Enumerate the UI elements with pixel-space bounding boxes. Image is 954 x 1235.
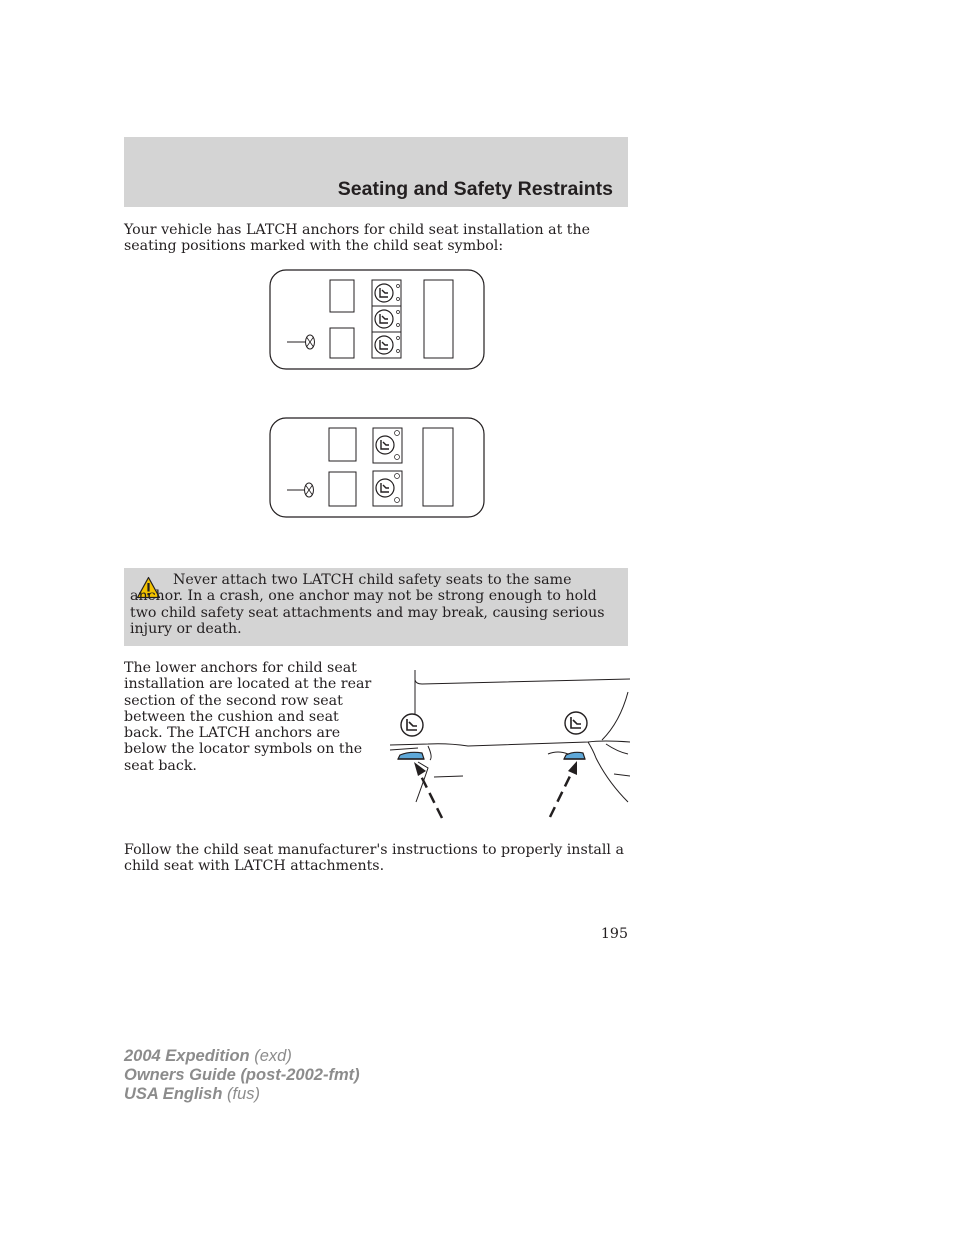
document-footer	[124, 1047, 360, 1104]
warning-box	[124, 568, 628, 646]
footer-model-code: (exd)	[254, 1047, 292, 1065]
warning-text: Never attach two LATCH child safety seats to the same anchor. In a crash, one anchor may not be strong enough to hold two child safety seat attachments and may break, causing serious injury or death.	[130, 572, 605, 637]
footer-guide: Owners Guide (post-2002-fmt)	[124, 1066, 360, 1084]
child-seat-locator-icon	[565, 712, 587, 734]
arrow-right	[550, 761, 577, 817]
child-seat-icon	[376, 431, 400, 460]
lower-anchors-paragraph: The lower anchors for child seat installation are located at the rear section of the second row seat between the cushion and seat back. The LATCH anchors are below the locator symbols on the seat back.	[124, 660, 372, 774]
child-seat-icon	[376, 474, 400, 503]
latch-anchor-left	[398, 752, 424, 759]
section-header	[124, 137, 628, 207]
child-seat-icon	[375, 336, 400, 354]
page-number: 195	[600, 926, 628, 942]
footer-language-code: (fus)	[227, 1085, 260, 1103]
child-seat-locator-icon	[401, 714, 423, 736]
child-seat-icon	[375, 284, 400, 302]
arrow-left	[414, 762, 442, 818]
section-title: Seating and Safety Restraints	[337, 178, 613, 200]
seating-diagram-bench	[268, 268, 488, 372]
intro-paragraph: Your vehicle has LATCH anchors for child seat installation at the seating positions marked with the child seat symbol:	[124, 222, 591, 255]
follow-instructions-paragraph: Follow the child seat manufacturer's instructions to properly install a child seat with LATCH attachments.	[124, 842, 624, 875]
footer-model: 2004 Expedition	[124, 1047, 250, 1065]
footer-language: USA English	[124, 1085, 223, 1103]
child-seat-icon	[375, 310, 400, 328]
seating-diagram-captain-chairs	[268, 416, 488, 520]
latch-anchor-illustration	[388, 662, 630, 822]
